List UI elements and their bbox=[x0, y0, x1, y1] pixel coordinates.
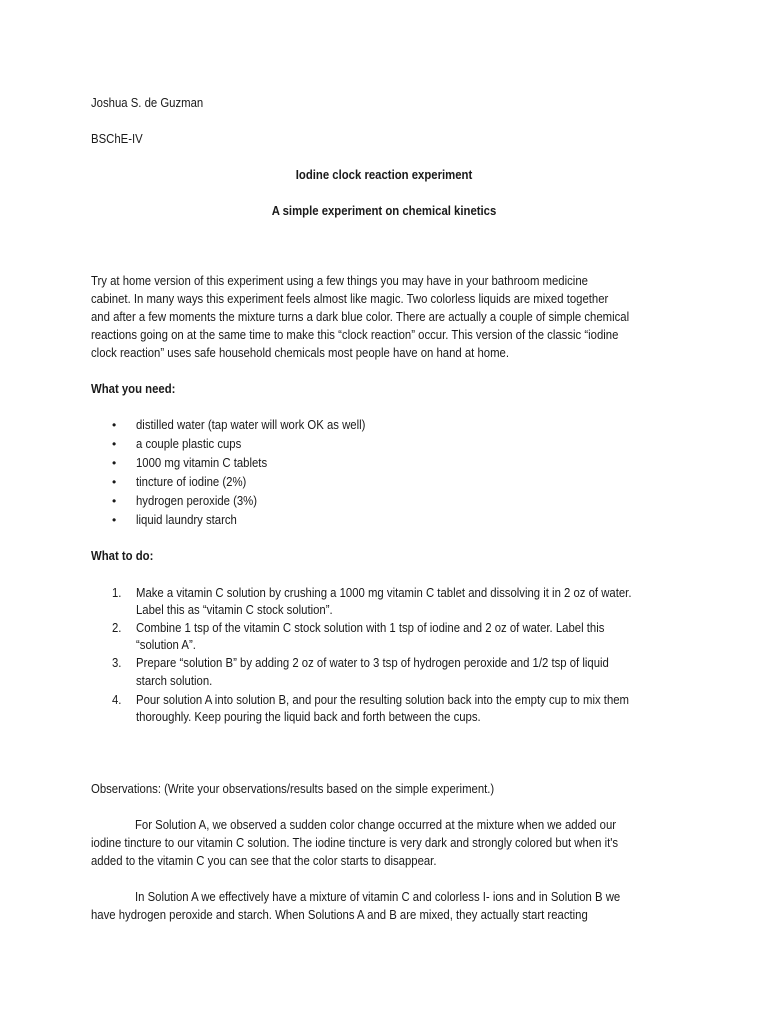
need-item: a couple plastic cups bbox=[136, 436, 242, 451]
bullet-icon: • bbox=[112, 418, 117, 432]
observation-line: For Solution A, we observed a sudden color change occurred at the mixture when we added our bbox=[135, 817, 617, 832]
bullet-icon: • bbox=[112, 494, 117, 508]
document-title: Iodine clock reaction experiment bbox=[295, 167, 473, 182]
observations-heading: Observations: (Write your observations/results based on the simple experiment.) bbox=[91, 781, 495, 796]
step-line: Pour solution A into solution B, and pour the resulting solution back into the empty cup to mix them bbox=[136, 692, 630, 707]
author-name: Joshua S. de Guzman bbox=[91, 95, 204, 110]
bullet-icon: • bbox=[112, 456, 117, 470]
step-line: Label this as “vitamin C stock solution”. bbox=[136, 602, 333, 617]
step-line: Combine 1 tsp of the vitamin C stock solution with 1 tsp of iodine and 2 oz of water. Label this bbox=[136, 620, 605, 635]
observation-line: added to the vitamin C you can see that the color starts to disappear. bbox=[91, 853, 437, 868]
step-line: thoroughly. Keep pouring the liquid back and forth between the cups. bbox=[136, 709, 481, 724]
need-item: hydrogen peroxide (3%) bbox=[136, 493, 258, 508]
step-number: 3. bbox=[112, 655, 122, 670]
intro-line: and after a few moments the mixture turns a dark blue color. There are actually a couple of simple chemical bbox=[91, 309, 630, 324]
need-item: 1000 mg vitamin C tablets bbox=[136, 455, 268, 470]
observation-line: In Solution A we effectively have a mixture of vitamin C and colorless I- ions and in Solution B we bbox=[135, 889, 621, 904]
course-label: BSChE-IV bbox=[91, 131, 143, 146]
step-number: 1. bbox=[112, 585, 122, 600]
step-line: Prepare “solution B” by adding 2 oz of water to 3 tsp of hydrogen peroxide and 1/2 tsp of liquid bbox=[136, 655, 609, 670]
step-number: 2. bbox=[112, 620, 122, 635]
bullet-icon: • bbox=[112, 437, 117, 451]
step-line: “solution A”. bbox=[136, 637, 196, 652]
bullet-icon: • bbox=[112, 475, 117, 489]
observation-line: have hydrogen peroxide and starch. When Solutions A and B are mixed, they actually start reacting bbox=[91, 907, 588, 922]
need-heading: What you need: bbox=[91, 381, 176, 396]
todo-heading: What to do: bbox=[91, 548, 154, 563]
step-line: starch solution. bbox=[136, 673, 213, 688]
intro-line: cabinet. In many ways this experiment feels almost like magic. Two colorless liquids are mixed together bbox=[91, 291, 609, 306]
intro-line: reactions going on at the same time to make this “clock reaction” occur. This version of the classic “iodine bbox=[91, 327, 619, 342]
step-number: 4. bbox=[112, 692, 122, 707]
intro-line: clock reaction” uses safe household chemicals most people have on hand at home. bbox=[91, 345, 509, 360]
document-subtitle: A simple experiment on chemical kinetics bbox=[271, 203, 497, 218]
need-item: tincture of iodine (2%) bbox=[136, 474, 247, 489]
need-item: distilled water (tap water will work OK as well) bbox=[136, 417, 366, 432]
intro-line: Try at home version of this experiment using a few things you may have in your bathroom medicine bbox=[91, 273, 588, 288]
observation-line: iodine tincture to our vitamin C solution. The iodine tincture is very dark and strongly colored but when it's bbox=[91, 835, 619, 850]
step-line: Make a vitamin C solution by crushing a 1000 mg vitamin C tablet and dissolving it in 2 oz of water. bbox=[136, 585, 632, 600]
need-item: liquid laundry starch bbox=[136, 512, 237, 527]
bullet-icon: • bbox=[112, 513, 117, 527]
